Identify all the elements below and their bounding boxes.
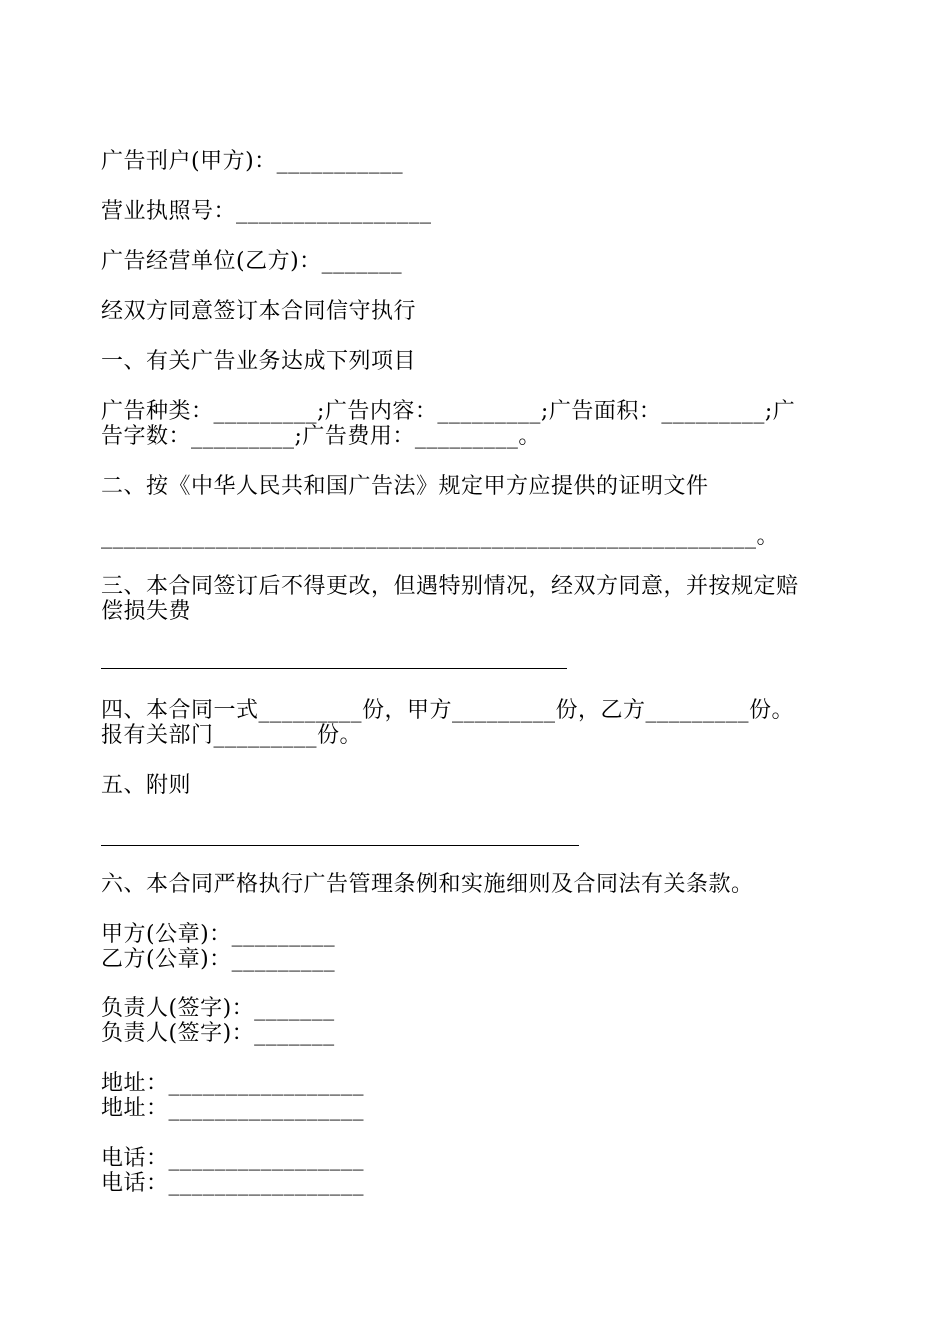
agreement-intro: 经双方同意签订本合同信守执行 xyxy=(101,299,417,324)
section-3-line-1: 三、本合同签订后不得更改，但遇特别情况，经双方同意，并按规定赔 xyxy=(101,574,799,599)
party-a-signatory-line: 负责人(签字)：_______ xyxy=(101,996,335,1021)
section-1-items-line-2: 告字数：_________;广告费用：_________。 xyxy=(101,424,541,449)
section-5-heading: 五、附则 xyxy=(101,773,192,798)
section-4-line-1: 四、本合同一式_________份，甲方_________份，乙方_________份。 xyxy=(101,698,795,723)
party-b-address-line: 地址：_________________ xyxy=(101,1096,365,1121)
party-b-phone-line: 电话：_________________ xyxy=(101,1171,365,1196)
section-1-heading: 一、有关广告业务达成下列项目 xyxy=(101,349,417,374)
party-a-phone-line: 电话：_________________ xyxy=(101,1146,365,1171)
party-b-seal-line: 乙方(公章)：_________ xyxy=(101,947,336,972)
section-2-blank-line: _________________________________________________________。 xyxy=(101,524,780,549)
section-4-line-2: 报有关部门_________份。 xyxy=(101,723,363,748)
party-b-signatory-line: 负责人(签字)：_______ xyxy=(101,1021,335,1046)
section-2-heading: 二、按《中华人民共和国广告法》规定甲方应提供的证明文件 xyxy=(101,474,709,499)
section-6-text: 六、本合同严格执行广告管理条例和实施细则及合同法有关条款。 xyxy=(101,872,754,897)
section-3-line-2: 偿损失费 xyxy=(101,599,192,624)
party-b-line: 广告经营单位(乙方)：_______ xyxy=(101,249,403,274)
section-5-blank-rule xyxy=(101,845,579,846)
party-a-address-line: 地址：_________________ xyxy=(101,1071,365,1096)
party-a-line: 广告刊户(甲方)：___________ xyxy=(101,149,404,174)
section-3-blank-rule xyxy=(101,668,567,669)
party-a-seal-line: 甲方(公章)：_________ xyxy=(101,922,336,947)
section-1-items-line-1: 广告种类：_________;广告内容：_________;广告面积：_________;广 xyxy=(101,399,796,424)
license-number-line: 营业执照号：_________________ xyxy=(101,199,432,224)
